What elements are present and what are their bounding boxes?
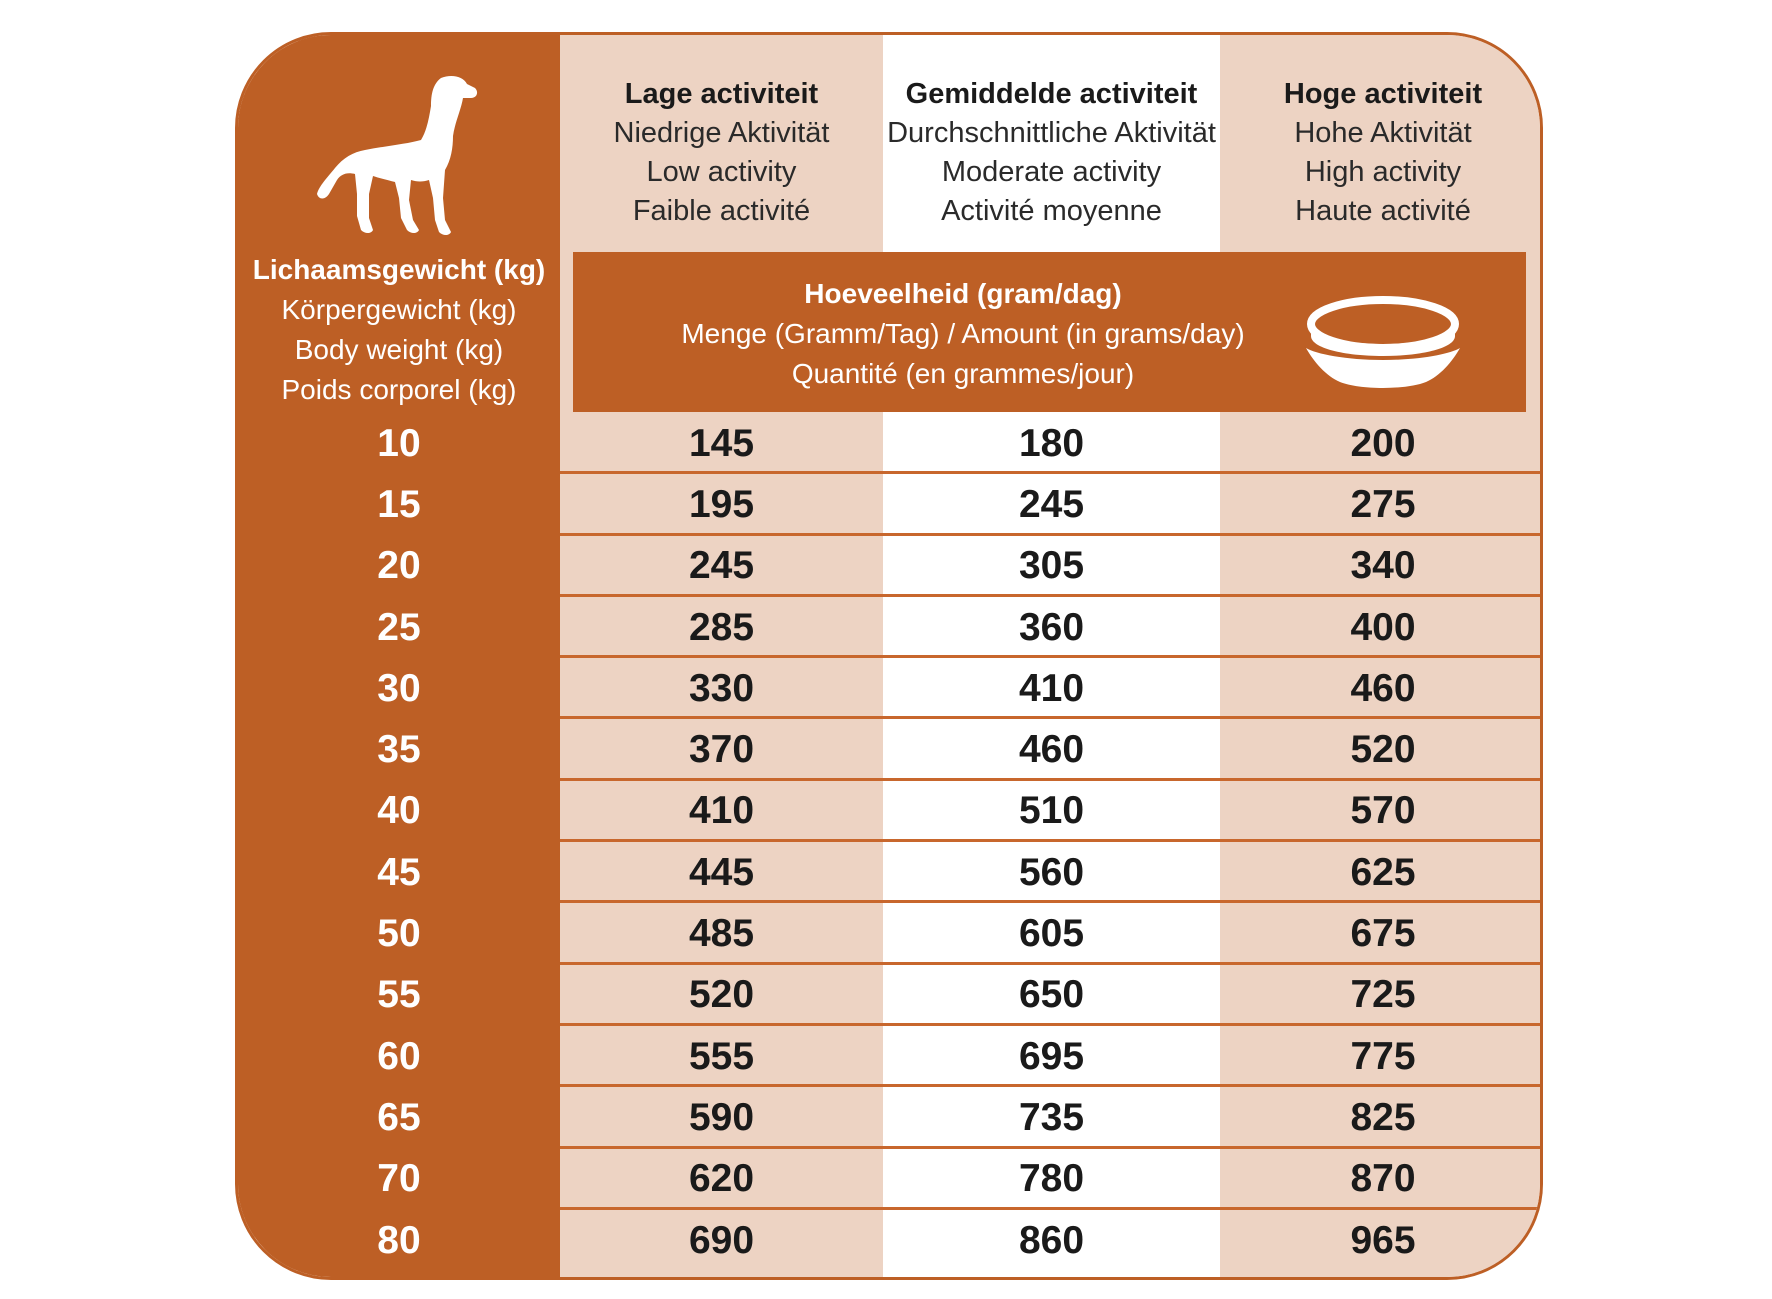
low-activity-cell: 485 <box>688 912 755 956</box>
moderate-activity-cell: 360 <box>1018 605 1085 649</box>
low-activity-cell: 410 <box>688 789 755 833</box>
low-activity-cell: 590 <box>688 1095 755 1139</box>
low-activity-cell: 445 <box>688 850 755 894</box>
weight-cell: 50 <box>377 912 421 956</box>
weight-header-de: Körpergewicht (kg) <box>281 294 517 325</box>
table-row <box>238 536 1540 597</box>
moderate-activity-cell: 410 <box>1018 666 1085 710</box>
high-activity-cell: 825 <box>1350 1095 1416 1139</box>
high-activity-cell: 625 <box>1350 850 1416 894</box>
low-activity-cell: 330 <box>688 666 755 710</box>
high-activity-cell: 400 <box>1350 605 1416 649</box>
high-activity-de: Hohe Aktivität <box>1294 117 1472 149</box>
low-activity-title: Lage activiteit <box>624 78 819 110</box>
low-activity-de: Niedrige Aktivität <box>613 117 830 149</box>
moderate-activity-cell: 460 <box>1018 728 1085 772</box>
weight-cell: 15 <box>377 482 421 526</box>
table-row <box>238 597 1540 658</box>
table-row <box>238 781 1540 842</box>
weight-cell: 60 <box>377 1034 421 1078</box>
moderate-activity-header <box>883 75 1220 231</box>
weight-cell: 25 <box>377 605 421 649</box>
weight-cell: 45 <box>377 850 421 894</box>
amount-header-nl: Hoeveelheid (gram/dag) <box>804 278 1122 309</box>
table-body <box>238 413 1540 1271</box>
high-activity-cell: 520 <box>1350 728 1416 772</box>
high-activity-cell: 775 <box>1350 1034 1416 1078</box>
amount-header-de-en: Menge (Gramm/Tag) / Amount (in grams/day) <box>681 318 1245 349</box>
low-activity-cell: 145 <box>688 421 755 465</box>
high-activity-cell: 275 <box>1350 482 1416 526</box>
table-row <box>238 1026 1540 1087</box>
table-row <box>238 658 1540 719</box>
high-activity-cell: 675 <box>1350 912 1416 956</box>
high-activity-fr: Haute activité <box>1295 195 1471 227</box>
moderate-activity-cell: 695 <box>1018 1034 1085 1078</box>
amount-header <box>573 274 1353 394</box>
low-activity-cell: 555 <box>688 1034 755 1078</box>
high-activity-cell: 570 <box>1350 789 1416 833</box>
table-row <box>238 1210 1540 1271</box>
weight-header-nl: Lichaamsgewicht (kg) <box>252 254 546 285</box>
low-activity-header <box>560 75 883 231</box>
table-row <box>238 413 1540 474</box>
weight-cell: 10 <box>377 421 421 465</box>
low-activity-cell: 690 <box>688 1218 755 1262</box>
moderate-activity-title: Gemiddelde activiteit <box>905 78 1198 110</box>
moderate-activity-cell: 605 <box>1018 912 1085 956</box>
moderate-activity-cell: 650 <box>1018 973 1085 1017</box>
amount-header-fr: Quantité (en grammes/jour) <box>791 358 1135 389</box>
table-row <box>238 842 1540 903</box>
table-row <box>238 474 1540 535</box>
low-activity-cell: 370 <box>688 728 755 772</box>
moderate-activity-cell: 510 <box>1018 789 1085 833</box>
weight-header-en: Body weight (kg) <box>294 334 504 365</box>
weight-cell: 70 <box>377 1157 421 1201</box>
low-activity-en: Low activity <box>646 156 797 188</box>
moderate-activity-cell: 245 <box>1018 482 1085 526</box>
weight-cell: 40 <box>377 789 421 833</box>
weight-header <box>238 250 560 410</box>
low-activity-cell: 620 <box>688 1157 755 1201</box>
moderate-activity-cell: 560 <box>1018 850 1085 894</box>
high-activity-cell: 200 <box>1350 421 1416 465</box>
moderate-activity-cell: 180 <box>1018 421 1085 465</box>
table-row <box>238 1149 1540 1210</box>
weight-cell: 55 <box>377 973 421 1017</box>
weight-cell: 30 <box>377 666 421 710</box>
weight-cell: 20 <box>377 544 421 588</box>
table-row <box>238 719 1540 780</box>
food-bowl-icon <box>1300 290 1466 390</box>
table-row <box>238 1087 1540 1148</box>
moderate-activity-cell: 735 <box>1018 1095 1085 1139</box>
moderate-activity-fr: Activité moyenne <box>941 195 1162 227</box>
moderate-activity-cell: 860 <box>1018 1218 1085 1262</box>
high-activity-cell: 965 <box>1350 1218 1416 1262</box>
high-activity-cell: 870 <box>1350 1157 1416 1201</box>
high-activity-cell: 725 <box>1350 973 1416 1017</box>
low-activity-cell: 520 <box>688 973 755 1017</box>
amount-header-band <box>573 252 1526 412</box>
weight-cell: 35 <box>377 728 421 772</box>
high-activity-title: Hoge activiteit <box>1283 78 1483 110</box>
moderate-activity-de: Durchschnittliche Aktivität <box>887 117 1216 149</box>
feeding-table <box>235 32 1543 1280</box>
moderate-activity-cell: 305 <box>1018 544 1085 588</box>
moderate-activity-en: Moderate activity <box>941 156 1162 188</box>
weight-cell: 80 <box>377 1218 421 1262</box>
dog-silhouette-icon <box>313 70 483 250</box>
weight-cell: 65 <box>377 1095 421 1139</box>
moderate-activity-cell: 780 <box>1018 1157 1085 1201</box>
high-activity-cell: 460 <box>1350 666 1416 710</box>
weight-header-fr: Poids corporel (kg) <box>281 374 517 405</box>
low-activity-fr: Faible activité <box>632 195 811 227</box>
high-activity-en: High activity <box>1304 156 1462 188</box>
table-row <box>238 965 1540 1026</box>
low-activity-cell: 245 <box>688 544 755 588</box>
low-activity-cell: 195 <box>688 482 755 526</box>
high-activity-cell: 340 <box>1350 544 1416 588</box>
low-activity-cell: 285 <box>688 605 755 649</box>
high-activity-header <box>1220 75 1543 231</box>
table-row <box>238 903 1540 964</box>
